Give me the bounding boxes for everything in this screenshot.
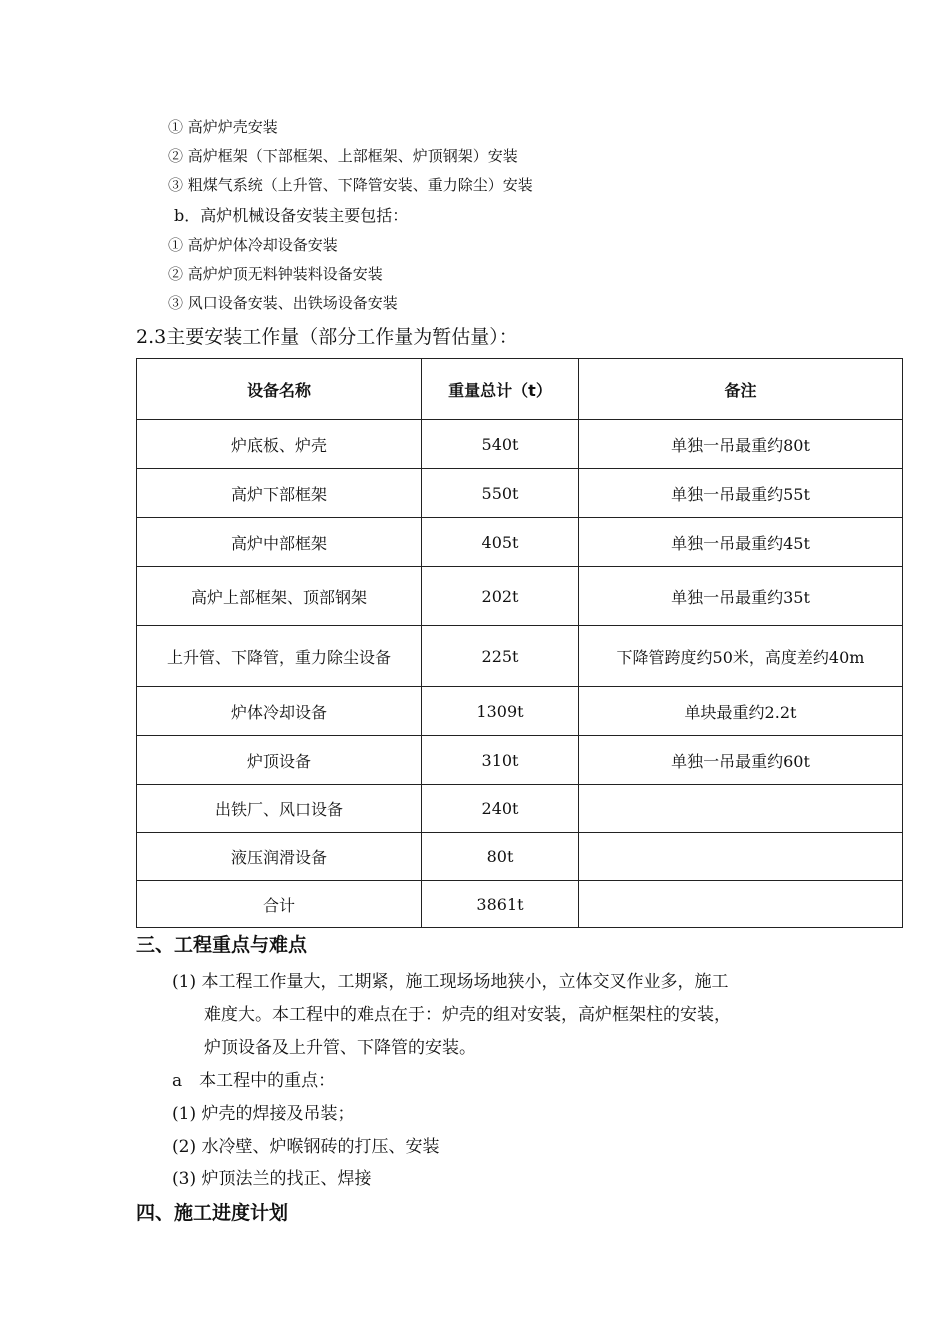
cell-remark bbox=[579, 881, 903, 928]
cell-remark: 单独一吊最重约35t bbox=[579, 567, 903, 626]
table-row bbox=[137, 420, 903, 469]
table-row bbox=[137, 469, 903, 518]
list-item: ③ 风口设备安装、出铁场设备安装 bbox=[168, 294, 398, 312]
cell-remark bbox=[579, 785, 903, 833]
list-item: ② 高炉炉顶无料钟装料设备安装 bbox=[168, 265, 383, 283]
cell-name: 炉底板、炉壳 bbox=[137, 420, 422, 469]
cell-weight: 310t bbox=[422, 736, 579, 785]
list-item: ② 高炉框架（下部框架、上部框架、炉顶钢架）安装 bbox=[168, 147, 518, 165]
list-item: ③ 粗煤气系统（上升管、下降管安装、重力除尘）安装 bbox=[168, 176, 533, 194]
col-header-weight: 重量总计（t） bbox=[422, 359, 579, 420]
cell-remark: 单独一吊最重约55t bbox=[579, 469, 903, 518]
list-item: (3) 炉顶法兰的找正、焊接 bbox=[172, 1169, 372, 1189]
cell-name: 合计 bbox=[137, 881, 422, 928]
cell-remark: 下降管跨度约50米，高度差约40m bbox=[579, 626, 903, 687]
cell-name: 高炉中部框架 bbox=[137, 518, 422, 567]
list-item: (2) 水冷壁、炉喉钢砖的打压、安装 bbox=[172, 1137, 440, 1157]
section-4-title: 四、施工进度计划 bbox=[136, 1202, 289, 1224]
cell-name: 上升管、下降管，重力除尘设备 bbox=[137, 626, 422, 687]
cell-weight: 405t bbox=[422, 518, 579, 567]
cell-weight: 1309t bbox=[422, 687, 579, 736]
table-row bbox=[137, 687, 903, 736]
cell-weight: 3861t bbox=[422, 881, 579, 928]
cell-weight: 80t bbox=[422, 833, 579, 881]
cell-name: 出铁厂、风口设备 bbox=[137, 785, 422, 833]
cell-weight: 202t bbox=[422, 567, 579, 626]
paragraph-line: 难度大。本工程中的难点在于：炉壳的组对安装，高炉框架柱的安装， bbox=[204, 1005, 731, 1025]
paragraph-line: (1) 本工程工作量大，工期紧，施工现场场地狭小，立体交叉作业多，施工 bbox=[172, 972, 729, 992]
table-row-total bbox=[137, 881, 903, 928]
table-row bbox=[137, 736, 903, 785]
cell-remark: 单独一吊最重约80t bbox=[579, 420, 903, 469]
cell-name: 高炉下部框架 bbox=[137, 469, 422, 518]
cell-weight: 225t bbox=[422, 626, 579, 687]
list-item: ① 高炉炉体冷却设备安装 bbox=[168, 236, 338, 254]
table-row bbox=[137, 833, 903, 881]
section-2-3-title: 2.3主要安装工作量（部分工作量为暂估量）： bbox=[136, 326, 518, 348]
cell-weight: 240t bbox=[422, 785, 579, 833]
list-b-heading: b．高炉机械设备安装主要包括： bbox=[174, 206, 409, 225]
cell-weight: 540t bbox=[422, 420, 579, 469]
section-3-title: 三、工程重点与难点 bbox=[136, 934, 308, 956]
paragraph-line: 炉顶设备及上升管、下降管的安装。 bbox=[204, 1038, 476, 1058]
cell-remark: 单独一吊最重约45t bbox=[579, 518, 903, 567]
table-header-row bbox=[137, 359, 903, 420]
table-row bbox=[137, 518, 903, 567]
cell-name: 液压润滑设备 bbox=[137, 833, 422, 881]
table-row bbox=[137, 567, 903, 626]
cell-name: 炉顶设备 bbox=[137, 736, 422, 785]
cell-remark: 单块最重约2.2t bbox=[579, 687, 903, 736]
workload-table bbox=[136, 358, 903, 928]
col-header-remark: 备注 bbox=[579, 359, 903, 420]
key-points-heading: a 本工程中的重点： bbox=[172, 1071, 336, 1091]
cell-remark bbox=[579, 833, 903, 881]
table-row bbox=[137, 785, 903, 833]
col-header-name: 设备名称 bbox=[137, 359, 422, 420]
list-item: (1) 炉壳的焊接及吊装； bbox=[172, 1104, 355, 1124]
cell-name: 炉体冷却设备 bbox=[137, 687, 422, 736]
table-row bbox=[137, 626, 903, 687]
cell-remark: 单独一吊最重约60t bbox=[579, 736, 903, 785]
cell-name: 高炉上部框架、顶部钢架 bbox=[137, 567, 422, 626]
cell-weight: 550t bbox=[422, 469, 579, 518]
list-item: ① 高炉炉壳安装 bbox=[168, 118, 278, 136]
